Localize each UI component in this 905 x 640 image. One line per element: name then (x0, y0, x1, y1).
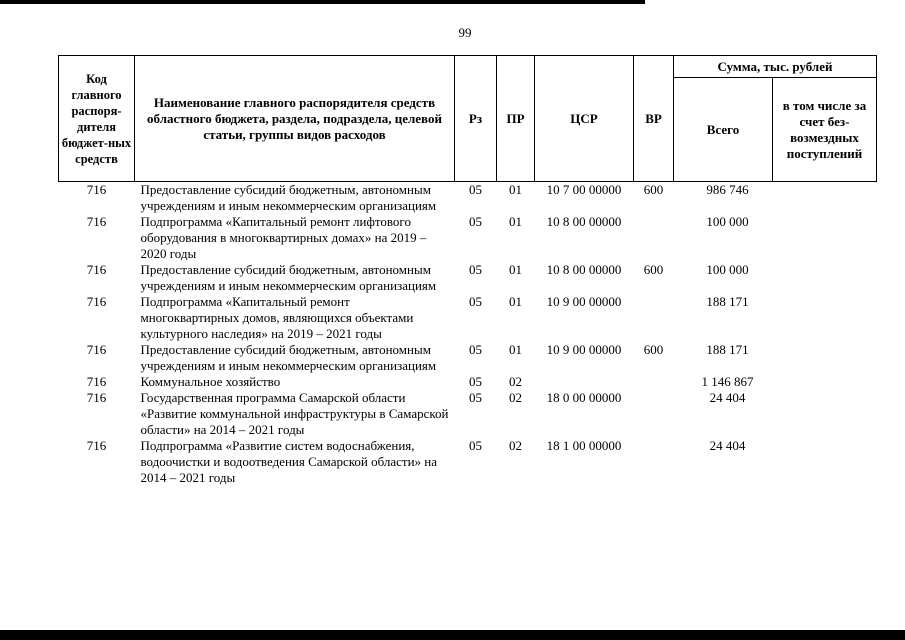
header-rz: Рз (455, 56, 497, 182)
table-row (59, 390, 877, 438)
cell-csr: 18 0 00 00000 (546, 390, 622, 405)
table-row (59, 342, 877, 374)
table-row (59, 294, 877, 342)
cell-grants (773, 294, 877, 342)
cell-name: Подпрограмма «Развитие систем водоснабжения, водоочистки и водоотведения Самарской области» на 2014 – 2021 годы (140, 438, 438, 485)
cell-total: 24 404 (709, 390, 746, 405)
cell-total: 1 146 867 (701, 374, 754, 389)
table-body (59, 182, 877, 487)
cell-vr (634, 214, 674, 262)
cell-csr (535, 374, 634, 390)
cell-code: 716 (86, 182, 107, 197)
bottom-border-line (0, 630, 905, 640)
cell-grants (773, 438, 877, 486)
cell-vr: 600 (643, 262, 664, 277)
cell-rz: 05 (469, 438, 482, 453)
cell-code: 716 (86, 214, 107, 229)
table-header (59, 56, 877, 182)
cell-pr: 01 (509, 214, 522, 229)
table-row (59, 262, 877, 294)
cell-name: Коммунальное хозяйство (140, 374, 281, 389)
cell-code: 716 (86, 294, 107, 309)
budget-table (58, 55, 877, 486)
cell-total: 24 404 (709, 438, 746, 453)
cell-pr: 02 (509, 390, 522, 405)
cell-rz: 05 (469, 214, 482, 229)
header-name: Наименование главного распорядителя средств областного бюджета, раздела, подраздела, целевой статьи, группы видов расходов (135, 56, 455, 182)
cell-pr: 02 (509, 374, 522, 389)
cell-pr: 01 (509, 342, 522, 357)
table-row (59, 438, 877, 486)
cell-vr (634, 374, 674, 390)
cell-name: Предоставление субсидий бюджетным, автономным учреждениям и иным некоммерческим организациям (140, 262, 437, 293)
header-sum: Сумма, тыс. рублей (674, 56, 877, 78)
cell-total: 100 000 (706, 214, 749, 229)
cell-vr (634, 390, 674, 438)
header-vr: ВР (634, 56, 674, 182)
cell-csr: 10 9 00 00000 (546, 342, 622, 357)
header-pr: ПР (497, 56, 535, 182)
cell-name: Предоставление субсидий бюджетным, автономным учреждениям и иным некоммерческим организациям (140, 182, 437, 213)
cell-code: 716 (86, 342, 107, 357)
cell-code: 716 (86, 390, 107, 405)
cell-total: 100 000 (706, 262, 749, 277)
cell-rz: 05 (469, 374, 482, 389)
cell-csr: 10 9 00 00000 (546, 294, 622, 309)
cell-rz: 05 (469, 182, 482, 197)
cell-rz: 05 (469, 390, 482, 405)
cell-code: 716 (86, 438, 107, 453)
cell-code: 716 (86, 262, 107, 277)
cell-vr: 600 (643, 182, 664, 197)
cell-code: 716 (86, 374, 107, 389)
cell-pr: 01 (509, 182, 522, 197)
cell-vr (634, 438, 674, 486)
cell-name: Подпрограмма «Капитальный ремонт многоквартирных домов, являющихся объектами культурного наследия» на 2019 – 2021 годы (140, 294, 414, 341)
cell-grants (773, 374, 877, 390)
cell-grants (773, 390, 877, 438)
header-grants: в том числе за счет без-возмездных поступлений (773, 78, 877, 182)
header-total: Всего (674, 78, 773, 182)
cell-pr: 01 (509, 262, 522, 277)
cell-rz: 05 (469, 294, 482, 309)
cell-name: Государственная программа Самарской области «Развитие коммунальной инфраструктуры в Самарской области» на 2014 – 2021 годы (140, 390, 449, 437)
table-row (59, 182, 877, 215)
cell-rz: 05 (469, 342, 482, 357)
table-row (59, 214, 877, 262)
cell-csr: 18 1 00 00000 (546, 438, 622, 453)
cell-csr: 10 8 00 00000 (546, 262, 622, 277)
cell-total: 986 746 (706, 182, 749, 197)
cell-vr: 600 (643, 342, 664, 357)
cell-grants (773, 214, 877, 262)
cell-name: Предоставление субсидий бюджетным, автономным учреждениям и иным некоммерческим организациям (140, 342, 437, 373)
cell-grants (773, 342, 877, 374)
cell-total: 188 171 (706, 294, 749, 309)
cell-grants (773, 182, 877, 215)
header-code: Код главного распоря-дителя бюджет-ных средств (59, 56, 135, 182)
page-number: 99 (458, 25, 472, 40)
cell-csr: 10 8 00 00000 (546, 214, 622, 229)
cell-pr: 01 (509, 294, 522, 309)
cell-grants (773, 262, 877, 294)
cell-csr: 10 7 00 00000 (546, 182, 622, 197)
top-border-line (0, 0, 645, 4)
header-csr: ЦСР (535, 56, 634, 182)
cell-vr (634, 294, 674, 342)
cell-total: 188 171 (706, 342, 749, 357)
cell-name: Подпрограмма «Капитальный ремонт лифтового оборудования в многоквартирных домах» на 2019 – 2020 годы (140, 214, 427, 261)
table-row (59, 374, 877, 390)
budget-table-container (58, 55, 876, 486)
cell-rz: 05 (469, 262, 482, 277)
cell-pr: 02 (509, 438, 522, 453)
